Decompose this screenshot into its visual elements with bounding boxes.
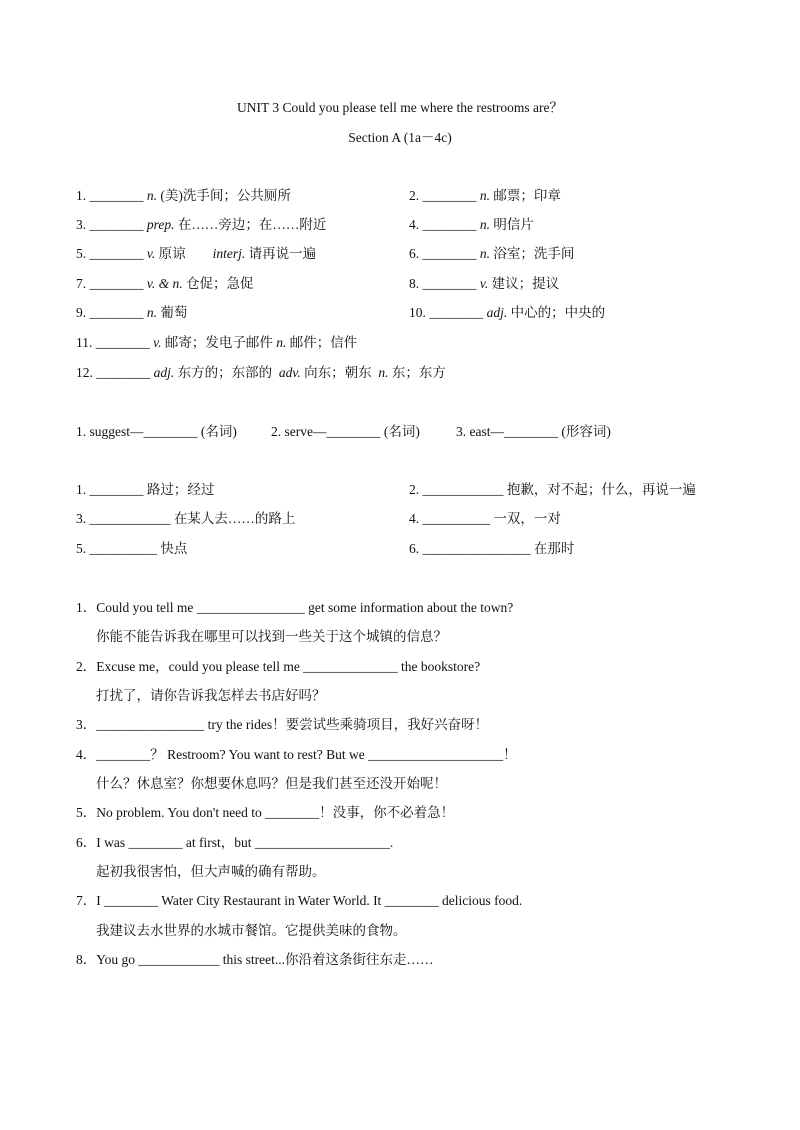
vocab-item: 6. ________ n. 浴室；洗手间 (409, 246, 575, 261)
vocab-item: 9. ________ n. 葡萄 (76, 305, 188, 320)
section-title: Section A (1a－4c) (348, 130, 452, 145)
word-form-item: 3. east—________ (形容词) (456, 424, 611, 439)
vocab-item: 11. ________ v. 邮寄；发电子邮件 n. 邮件；信件 (76, 335, 358, 350)
vocab-item: 7. ________ v. & n. 仓促；急促 (76, 276, 254, 291)
phrase-item: 5. __________ 快点 (76, 541, 188, 556)
sentence-zh: 起初我很害怕，但大声喊的确有帮助。 (96, 864, 326, 879)
sentence-en: 8．You go ____________ this street...你沿着这条街往东走…… (76, 952, 434, 967)
sentence-en: 3．________________ try the rides！要尝试些乘骑项目，我好兴奋呀！ (76, 717, 489, 732)
sentence-zh: 你能不能告诉我在哪里可以找到一些关于这个城镇的信息？ (96, 629, 447, 644)
sentence-en: 6．I was ________ at first，but ____________________. (76, 835, 394, 850)
phrase-item: 1. ________ 路过；经过 (76, 482, 215, 497)
vocab-item: 4. ________ n. 明信片 (409, 217, 534, 232)
sentence-zh: 打扰了，请你告诉我怎样去书店好吗？ (96, 688, 326, 703)
sentence-en: 4．________？ Restroom? You want to rest? But we ____________________！ (76, 747, 517, 762)
sentence-zh: 我建议去水世界的水城市餐馆。它提供美味的食物。 (96, 923, 407, 938)
word-form-item: 2. serve—________ (名词) (271, 424, 420, 439)
sentence-en: 1．Could you tell me ________________ get some information about the town? (76, 600, 514, 615)
sentence-zh: 什么？休息室？你想要休息吗？但是我们甚至还没开始呢！ (96, 776, 447, 791)
phrase-item: 2. ____________ 抱歉，对不起；什么，再说一遍 (409, 482, 696, 497)
vocab-item: 3. ________ prep. 在……旁边；在……附近 (76, 217, 327, 232)
vocab-item: 1. ________ n. (美)洗手间；公共厕所 (76, 188, 291, 203)
phrase-item: 3. ____________ 在某人去……的路上 (76, 511, 296, 526)
vocab-item: 5. ________ v. 原谅 interj. 请再说一遍 (76, 246, 317, 261)
phrase-item: 4. __________ 一双，一对 (409, 511, 561, 526)
vocab-item: 10. ________ adj. 中心的；中央的 (409, 305, 606, 320)
vocab-item: 12. ________ adj. 东方的；东部的 adv. 向东；朝东 n. 东；东方 (76, 365, 446, 380)
vocab-item: 2. ________ n. 邮票；印章 (409, 188, 561, 203)
sentence-en: 2．Excuse me，could you please tell me ______________ the bookstore? (76, 659, 481, 674)
sentence-en: 7．I ________ Water City Restaurant in Water World. It ________ delicious food. (76, 893, 523, 908)
sentence-en: 5．No problem. You don't need to ________！没事，你不必着急！ (76, 805, 455, 820)
phrase-item: 6. ________________ 在那时 (409, 541, 575, 556)
word-form-item: 1. suggest—________ (名词) (76, 424, 237, 439)
page-title: UNIT 3 Could you please tell me where the restrooms are？ (237, 100, 563, 115)
vocab-item: 8. ________ v. 建议；提议 (409, 276, 560, 291)
